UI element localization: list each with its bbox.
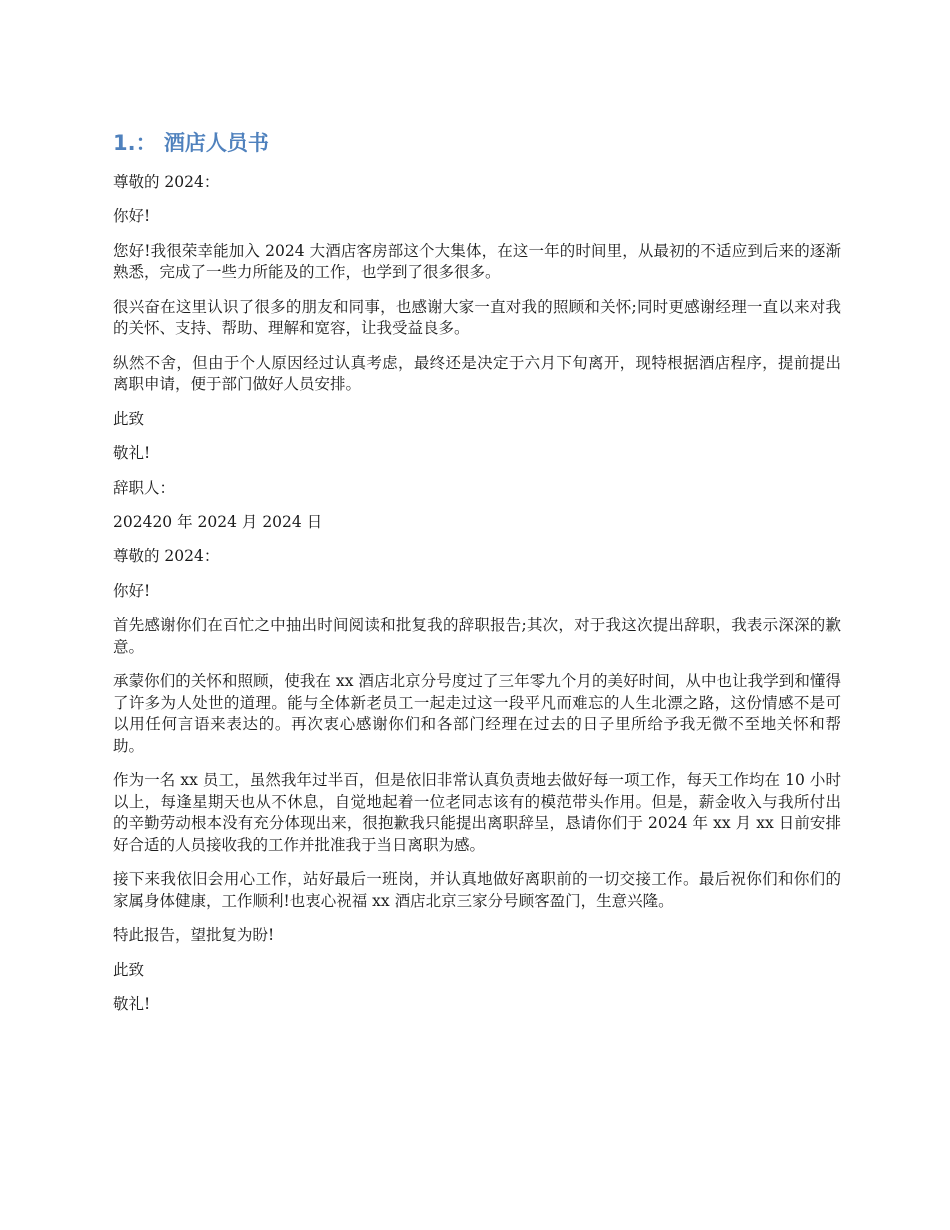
paragraph-body-6: 作为一名 xx 员工，虽然我年过半百，但是依旧非常认真负责地去做好每一项工作，每天工作均在 10 小时以上，每逢星期天也从不休息，自觉地起着一位老同志该有的模范带头作用。但是，薪金收入与我所付出的辛勤劳动根本没有充分体现出来，很抱歉我只能提出离职辞呈，恳请你们于 2024 年 xx 月 xx 日前安排好合适的人员接收我的工作并批准我于当日离职为感。 — [113, 771, 841, 855]
paragraph-body-7: 接下来我依旧会用心工作，站好最后一班岗，并认真地做好离职前的一切交接工作。最后祝你们和你们的家属身体健康，工作顺利!也衷心祝福 xx 酒店北京三家分号顾客盈门，生意兴隆。 — [113, 870, 841, 910]
paragraph-salutation-2: 尊敬的 2024： — [113, 547, 220, 566]
paragraph-signature: 辞职人： — [113, 478, 176, 497]
paragraph-body-2: 很兴奋在这里认识了很多的朋友和同事，也感谢大家一直对我的照顾和关怀;同时更感谢经理一直以来对我的关怀、支持、帮助、理解和宽容，让我受益良多。 — [113, 297, 841, 338]
document-title: 1.： 酒店人员书 — [113, 131, 269, 155]
paragraph-date: 202420 年 2024 月 2024 日 — [113, 512, 323, 531]
paragraph-body-5: 承蒙你们的关怀和照顾，使我在 xx 酒店北京分号度过了三年零九个月的美好时间，从中也让我学到和懂得了许多为人处世的道理。能与全体新老员工一起走过这一段平凡而难忘的人生北漂之路，这份情感不是可以用任何言语来表达的。再次衷心感谢你们和各部门经理在过去的日子里所给予我无微不至地关怀和帮助。 — [113, 672, 841, 755]
document-page — [113, 126, 841, 1029]
paragraph-body-4: 首先感谢你们在百忙之中抽出时间阅读和批复我的辞职报告;其次，对于我这次提出辞职，我表示深深的歉意。 — [113, 616, 841, 656]
paragraph-regards-1: 敬礼! — [113, 444, 151, 463]
paragraph-body-3: 纵然不舍，但由于个人原因经过认真考虑，最终还是决定于六月下旬离开，现特根据酒店程序，提前提出离职申请，便于部门做好人员安排。 — [113, 353, 841, 394]
paragraph-salutation-1: 尊敬的 2024： — [113, 173, 220, 191]
paragraph-body-1: 您好!我很荣幸能加入 2024 大酒店客房部这个大集体，在这一年的时间里，从最初的不适应到后来的逐渐熟悉，完成了一些力所能及的工作，也学到了很多很多。 — [113, 241, 841, 282]
paragraph-request: 特此报告，望批复为盼! — [113, 926, 275, 945]
paragraph-greeting-1: 你好! — [113, 207, 151, 226]
paragraph-closing-2: 此致 — [113, 960, 145, 979]
paragraph-greeting-2: 你好! — [113, 581, 151, 600]
paragraph-regards-2: 敬礼! — [113, 995, 151, 1014]
paragraph-closing-1: 此致 — [113, 409, 145, 428]
